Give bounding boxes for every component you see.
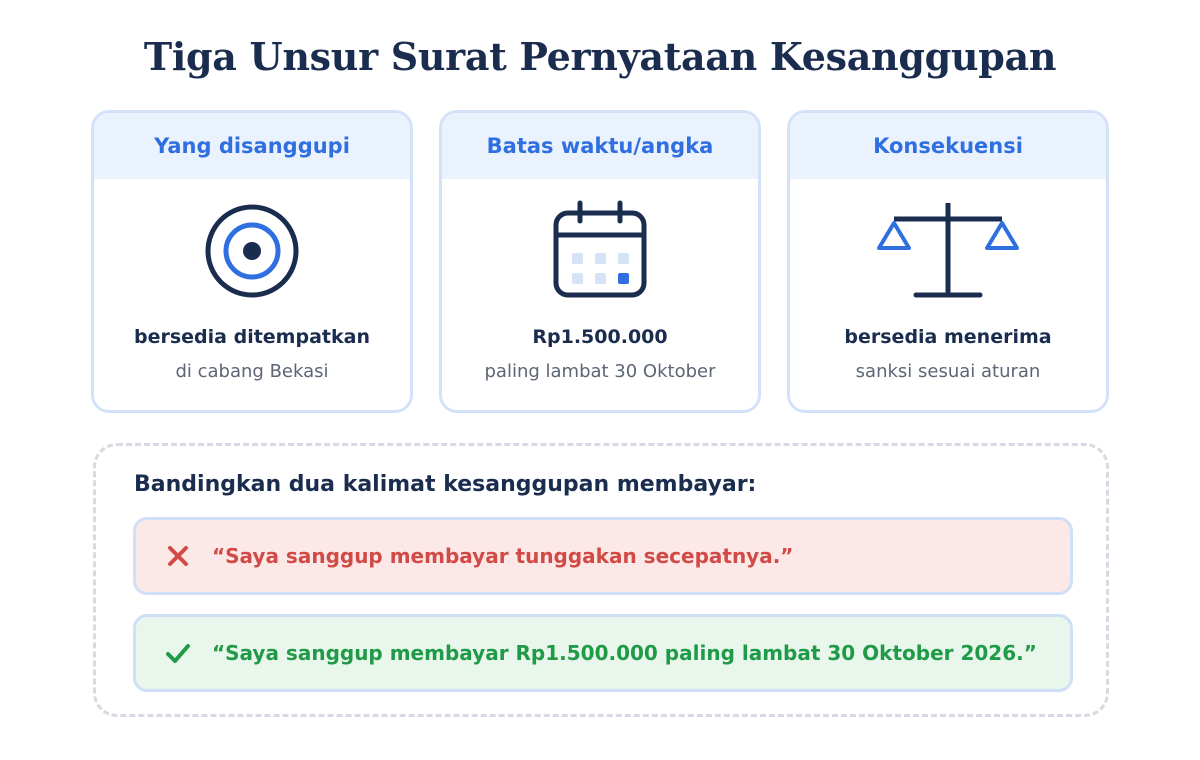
card-sub-text: sanksi sesuai aturan — [855, 361, 1041, 382]
calendar-icon — [442, 191, 758, 311]
card-sub-text: paling lambat 30 Oktober — [484, 361, 716, 382]
bad-example-text: “Saya sanggup membayar tunggakan secepatnya.” — [212, 544, 794, 568]
card-batas-waktu — [439, 110, 761, 413]
card-heading: Batas waktu/angka — [442, 113, 758, 179]
comparison-heading: Bandingkan dua kalimat kesanggupan membayar: — [134, 472, 757, 497]
card-main-text: Rp1.500.000 — [532, 326, 668, 348]
scale-icon — [790, 191, 1106, 311]
check-icon — [164, 639, 192, 667]
card-main-text: bersedia menerima — [844, 326, 1052, 348]
card-heading: Yang disanggupi — [94, 113, 410, 179]
card-yang-disanggupi — [91, 110, 413, 413]
good-example-row — [133, 614, 1073, 692]
bad-example-row — [133, 517, 1073, 595]
card-main-text: bersedia ditempatkan — [134, 326, 370, 348]
card-heading: Konsekuensi — [790, 113, 1106, 179]
good-example-text: “Saya sanggup membayar Rp1.500.000 paling lambat 30 Oktober 2026.” — [212, 641, 1037, 665]
page-title: Tiga Unsur Surat Pernyataan Kesanggupan — [143, 34, 1057, 79]
target-icon — [94, 191, 410, 311]
card-konsekuensi — [787, 110, 1109, 413]
cross-icon — [164, 542, 192, 570]
card-sub-text: di cabang Bekasi — [175, 361, 329, 382]
comparison-box — [93, 443, 1109, 717]
